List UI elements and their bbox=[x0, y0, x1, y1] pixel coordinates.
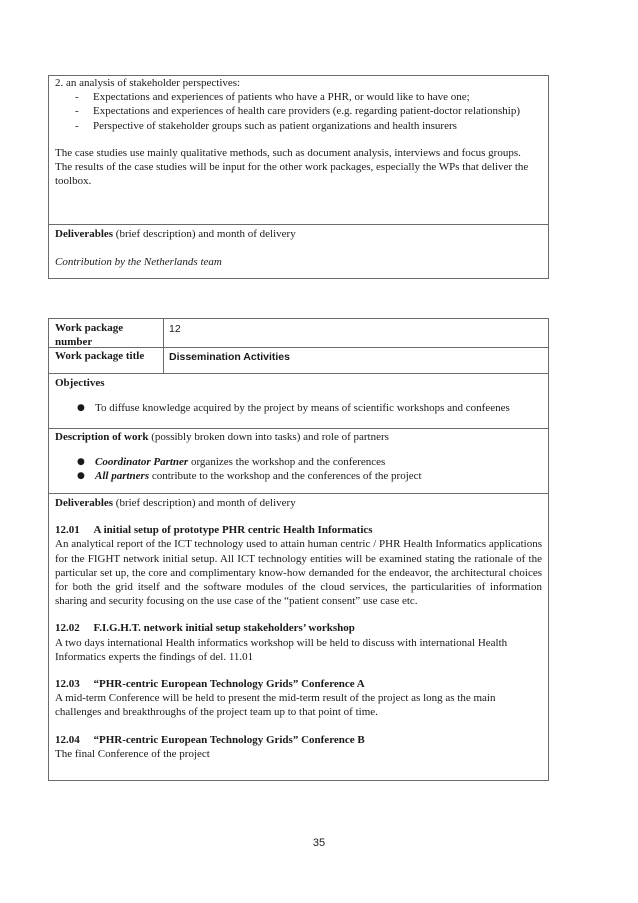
dash-marker: - bbox=[75, 119, 79, 132]
wp-title-value bbox=[163, 350, 548, 364]
deliverable-description: A mid-term Conference will be held to present the mid-term result of the project as long as the main challenges and breakthroughs of the project team up to that point of time. bbox=[55, 692, 496, 719]
wp-title-label-text: Work package title bbox=[55, 350, 145, 362]
divider bbox=[49, 224, 548, 225]
contribution-note: Contribution by the Netherlands team bbox=[55, 256, 222, 269]
objectives-list bbox=[55, 401, 542, 415]
list-item-text: To diffuse knowledge acquired by the project by means of scientific workshops and confeenes bbox=[95, 402, 510, 415]
description-subtext: (possibly broken down into tasks) and role of partners bbox=[148, 431, 389, 443]
objectives-cell bbox=[49, 376, 548, 415]
page-number: 35 bbox=[312, 837, 326, 849]
results-paragraph: The results of the case studies will be input for the other work packages, especially the WPs that deliver the toolbox. bbox=[55, 161, 529, 188]
deliverable-number: 12.01 bbox=[55, 524, 80, 537]
wp-title-value-text: Dissemination Activities bbox=[169, 351, 290, 363]
partner-name: Coordinator Partner bbox=[95, 456, 189, 469]
partner-name: All partners bbox=[95, 470, 150, 483]
deliverables-label bbox=[55, 227, 542, 241]
deliverables-subtext: (brief description) and month of delivery bbox=[113, 228, 296, 240]
divider bbox=[49, 373, 548, 374]
partners-list bbox=[55, 455, 542, 483]
description-label bbox=[55, 430, 542, 444]
wp-number-label bbox=[49, 321, 159, 349]
divider bbox=[49, 493, 548, 494]
description-cell bbox=[49, 430, 548, 484]
list-item bbox=[55, 469, 542, 483]
list-item bbox=[55, 104, 542, 118]
deliverable-item bbox=[55, 523, 542, 608]
deliverable-number: 12.02 bbox=[55, 622, 80, 635]
deliverable-description: A two days international Health informatics workshop will be held to discuss with international Health Informatics experts the findings of del. 11.01 bbox=[55, 636, 508, 663]
deliverable-number: 12.03 bbox=[55, 678, 80, 691]
deliverable-item bbox=[55, 621, 542, 664]
deliverable-number: 12.04 bbox=[55, 733, 80, 746]
deliverable-title: F.I.G.H.T. network initial setup stakeholders’ workshop bbox=[93, 622, 355, 635]
list-item bbox=[55, 401, 542, 415]
continued-section-box bbox=[48, 75, 549, 279]
divider bbox=[49, 347, 548, 348]
methods-paragraph: The case studies use mainly qualitative methods, such as document analysis, interviews and focus groups. bbox=[55, 146, 521, 159]
deliverables-cell bbox=[49, 227, 548, 269]
stakeholder-intro: 2. an analysis of stakeholder perspectives: bbox=[55, 77, 241, 89]
list-item-text: Perspective of stakeholder groups such as patient organizations and health insurers bbox=[93, 119, 457, 132]
deliverable-item bbox=[55, 733, 542, 761]
description-heading: Description of work bbox=[55, 431, 149, 443]
deliverables-heading: Deliverables bbox=[55, 497, 114, 509]
stakeholder-list bbox=[55, 90, 542, 133]
list-item-text: Expectations and experiences of patients who have a PHR, or would like to have one; bbox=[93, 91, 470, 104]
bullet-marker: ● bbox=[77, 403, 85, 414]
deliverables-label bbox=[55, 496, 542, 510]
bullet-marker: ● bbox=[77, 471, 85, 482]
deliverable-description: The final Conference of the project bbox=[55, 747, 210, 760]
divider bbox=[49, 428, 548, 429]
list-item bbox=[55, 90, 542, 104]
stakeholder-analysis-cell bbox=[49, 76, 548, 188]
objectives-heading: Objectives bbox=[55, 377, 105, 389]
dash-marker: - bbox=[75, 91, 79, 104]
column-divider bbox=[163, 319, 164, 374]
deliverables-heading: Deliverables bbox=[55, 228, 114, 240]
deliverable-title: “PHR-centric European Technology Grids” Conference B bbox=[93, 733, 365, 746]
deliverables-cell bbox=[49, 496, 548, 761]
deliverables-subtext: (brief description) and month of delivery bbox=[113, 497, 296, 509]
deliverable-item bbox=[55, 677, 542, 720]
bullet-marker: ● bbox=[77, 457, 85, 468]
list-item bbox=[55, 455, 542, 469]
deliverable-title: A initial setup of prototype PHR centric Health Informatics bbox=[93, 524, 373, 537]
deliverable-description: An analytical report of the ICT technology used to attain human centric / PHR Health Informatics applications for the FIGHT network initial setup. All ICT technology entities will be examined stating the rationale of the particular set up, the core and complimentary know-how demanded for the endeavor, the architectural choices for both the grid itself and the software modules of the cloud services, the particularities of information sharing and security focusing on the use case of the “patient consent” use case etc. bbox=[55, 538, 542, 608]
work-package-table bbox=[48, 318, 549, 781]
dash-marker: - bbox=[75, 105, 79, 118]
partner-role: contribute to the workshop and the conferences of the project bbox=[149, 470, 422, 483]
wp-number-value: 12 bbox=[169, 323, 181, 335]
wp-title-label bbox=[49, 349, 163, 363]
deliverable-title: “PHR-centric European Technology Grids” Conference A bbox=[93, 678, 365, 691]
list-item-text: Expectations and experiences of health care providers (e.g. regarding patient-doctor relationship) bbox=[93, 105, 520, 118]
wp-number-label-text: Work package number bbox=[55, 322, 124, 349]
partner-role: organizes the workshop and the conferences bbox=[188, 456, 386, 469]
list-item bbox=[55, 119, 542, 133]
